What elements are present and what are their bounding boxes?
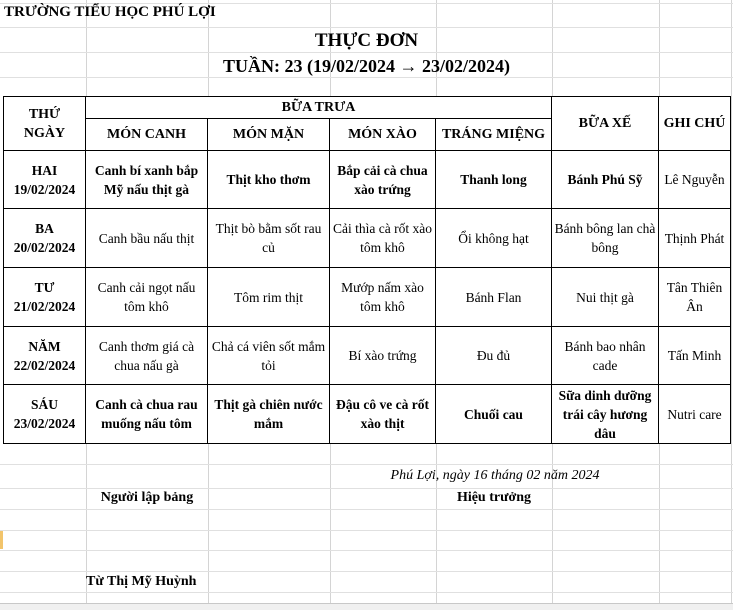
day-date: 22/02/2024: [13, 357, 76, 373]
day-cell[interactable]: [4, 385, 86, 444]
header-note[interactable]: GHI CHÚ: [659, 97, 731, 151]
table-row: [4, 209, 731, 268]
salty-cell[interactable]: Thịt bò bằm sốt rau củ: [208, 209, 330, 268]
note-cell[interactable]: Nutri care: [659, 385, 731, 444]
school-name[interactable]: TRƯỜNG TIỂU HỌC PHÚ LỢI: [4, 4, 216, 20]
maker-name[interactable]: Từ Thị Mỹ Huỳnh: [86, 574, 197, 589]
stirfry-cell[interactable]: Mướp nấm xào tôm khô: [330, 268, 436, 327]
note-cell[interactable]: Lê Nguyễn: [659, 151, 731, 209]
snack-cell[interactable]: Bánh bao nhân cade: [552, 327, 659, 385]
header-day[interactable]: [4, 97, 86, 151]
stirfry-cell[interactable]: Đậu cô ve cà rốt xào thịt: [330, 385, 436, 444]
table-row: [4, 385, 731, 444]
day-cell[interactable]: [4, 327, 86, 385]
day-date: 21/02/2024: [13, 299, 76, 314]
principal-title[interactable]: Hiệu trưởng: [456, 490, 532, 505]
note-cell[interactable]: Tân Thiên Ân: [659, 268, 731, 327]
row-selection-marker: [0, 531, 3, 549]
table-row: [4, 151, 731, 209]
place-date[interactable]: Phú Lợi, ngày 16 tháng 02 năm 2024: [390, 468, 600, 483]
day-name: SÁU: [30, 397, 58, 412]
day-date: 20/02/2024: [13, 240, 76, 255]
header-day-line1: THỨ: [28, 106, 61, 122]
menu-table: [3, 96, 731, 444]
header-soup[interactable]: MÓN CANH: [86, 119, 208, 151]
day-name: NĂM: [28, 338, 61, 354]
soup-cell[interactable]: Canh bầu nấu thịt: [86, 209, 208, 268]
soup-cell[interactable]: Canh cà chua rau muống nấu tôm: [86, 385, 208, 444]
soup-cell[interactable]: Canh cải ngọt nấu tôm khô: [86, 268, 208, 327]
dessert-cell[interactable]: Bánh Flan: [436, 268, 552, 327]
maker-title[interactable]: Người lập bảng: [100, 490, 194, 505]
week-range[interactable]: TUẦN: 23 (19/02/2024 → 23/02/2024): [223, 56, 510, 76]
stirfry-cell[interactable]: Bắp cải cà chua xào trứng: [330, 151, 436, 209]
dessert-cell[interactable]: Ổi không hạt: [436, 209, 552, 268]
snack-cell[interactable]: Nui thịt gà: [552, 268, 659, 327]
header-stirfry[interactable]: MÓN XÀO: [330, 119, 436, 151]
day-cell[interactable]: [4, 151, 86, 209]
salty-cell[interactable]: Chả cá viên sốt mắm tỏi: [208, 327, 330, 385]
day-name: TƯ: [34, 280, 55, 295]
header-lunch[interactable]: BỮA TRƯA: [86, 97, 552, 119]
day-cell[interactable]: [4, 209, 86, 268]
header-salty[interactable]: MÓN MẶN: [208, 119, 330, 151]
day-cell[interactable]: [4, 268, 86, 327]
menu-title[interactable]: THỰC ĐƠN: [314, 30, 419, 51]
day-name: BA: [35, 221, 54, 236]
day-name: HAI: [31, 162, 58, 178]
stirfry-cell[interactable]: Bí xào trứng: [330, 327, 436, 385]
dessert-cell[interactable]: Thanh long: [436, 151, 552, 209]
salty-cell[interactable]: Thịt kho thơm: [208, 151, 330, 209]
snack-cell[interactable]: Bánh Phú Sỹ: [552, 151, 659, 209]
note-cell[interactable]: Thịnh Phát: [659, 209, 731, 268]
stirfry-cell[interactable]: Cải thìa cà rốt xào tôm khô: [330, 209, 436, 268]
snack-cell[interactable]: Bánh bông lan chà bông: [552, 209, 659, 268]
header-snack[interactable]: BỮA XẾ: [552, 97, 659, 151]
dessert-cell[interactable]: Đu đủ: [436, 327, 552, 385]
day-date: 19/02/2024: [13, 181, 76, 197]
salty-cell[interactable]: Tôm rim thịt: [208, 268, 330, 327]
soup-cell[interactable]: Canh bí xanh bắp Mỹ nấu thịt gà: [86, 151, 208, 209]
dessert-cell[interactable]: Chuối cau: [436, 385, 552, 444]
salty-cell[interactable]: Thịt gà chiên nước mắm: [208, 385, 330, 444]
snack-cell[interactable]: Sữa dinh dưỡng trái cây hương dâu: [552, 385, 659, 444]
table-row: [4, 327, 731, 385]
header-dessert[interactable]: TRÁNG MIỆNG: [436, 119, 552, 151]
header-day-line2: NGÀY: [23, 125, 66, 141]
table-row: [4, 268, 731, 327]
note-cell[interactable]: Tấn Minh: [659, 327, 731, 385]
soup-cell[interactable]: Canh thơm giá cà chua nấu gà: [86, 327, 208, 385]
day-date: 23/02/2024: [13, 416, 76, 431]
